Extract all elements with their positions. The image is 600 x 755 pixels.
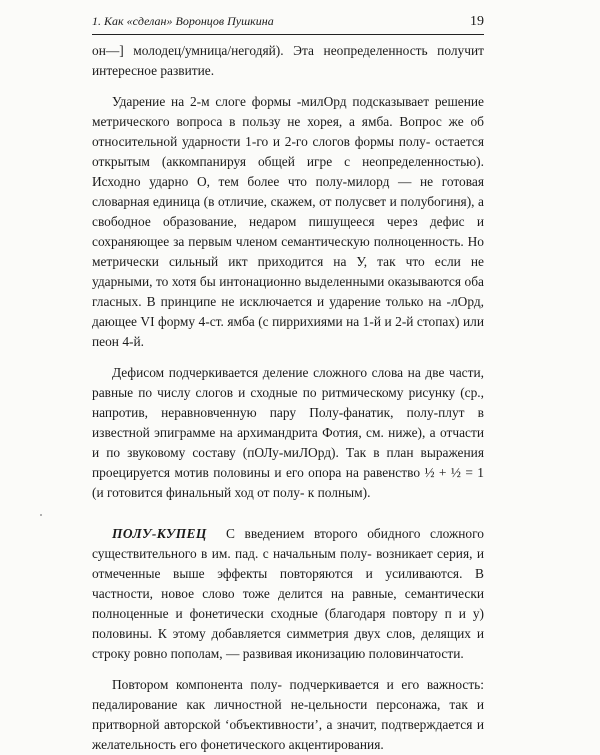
margin-speck	[40, 514, 42, 516]
paragraph-stress: Ударение на 2-м слоге формы -милОрд подсказывает решение метрического вопроса в пользу не хорея, а ямба. Вопрос же об относительной ударности 1-го и 2-го слогов формы полу- остается открытым (аккомпанируя общей игре с неопределенностью). Исходно ударно О, тем более что полу-милорд — не готовая словарная единица (в отличие, скажем, от полусвет и полубогиня), а свободное образование, недаром пишущееся через дефис и сохраняющее за первым членом семантическую полноценность. Но метрически сильный икт приходится на У, так что если не ударными, то хотя бы интонационно выделенными оказываются оба гласных. В принципе не исключается и ударение только на -лОрд, дающее VI форму 4-ст. ямба (с пиррихиями на 1-й и 2-й стопах) или пеон 4-й.	[92, 94, 484, 349]
section-heading: ПОЛУ-КУПЕЦ	[112, 526, 207, 541]
paragraph-hyphen: Дефисом подчеркивается деление сложного слова на две части, равные по числу слогов и сходные по ритмическому рисунку (ср., напротив, неравновченную пару Полу-фанатик, полу-плут в известной эпиграмме на архимандрита Фотия, см. ниже), а отчасти и по звуковому составу (пОЛу-миЛОрд). Так в план выражения проецируется мотив половины и его опора на равенство ½ + ½ = 1 (и готовится финальный ход от полу- к полным).	[92, 365, 484, 500]
section-text: С введением второго обидного сложного существительного в им. пад. с начальным полу- возникает серия, и отмеченные выше эффекты повторяются и усиливаются. В частности, новое слово тоже делится на равные, семантически полноценные и фонетически сходные (благодаря повтору п и у) половины. К этому добавляется симметрия двух слов, делящих и строку ровно пополам, — развивая иконизацию половинчатости.	[92, 526, 484, 661]
paragraph-section	[92, 524, 484, 664]
paragraph-repeat: Повтором компонента полу- подчеркивается и его важность: педалирование как личностной не-цельности персонажа, так и притворной авторской ‘объективности’, а значит, подтверждается и желательность его фонетического акцентирования.	[92, 677, 484, 752]
page-number: 19	[470, 14, 484, 29]
page-body	[92, 41, 484, 755]
running-header	[92, 14, 484, 30]
header-rule	[92, 34, 484, 35]
running-title: 1. Как «сделан» Воронцов Пушкина	[92, 14, 274, 28]
paragraph-continuation: он—] молодец/умница/негодяй). Эта неопределенность получит интересное развитие.	[92, 43, 484, 78]
